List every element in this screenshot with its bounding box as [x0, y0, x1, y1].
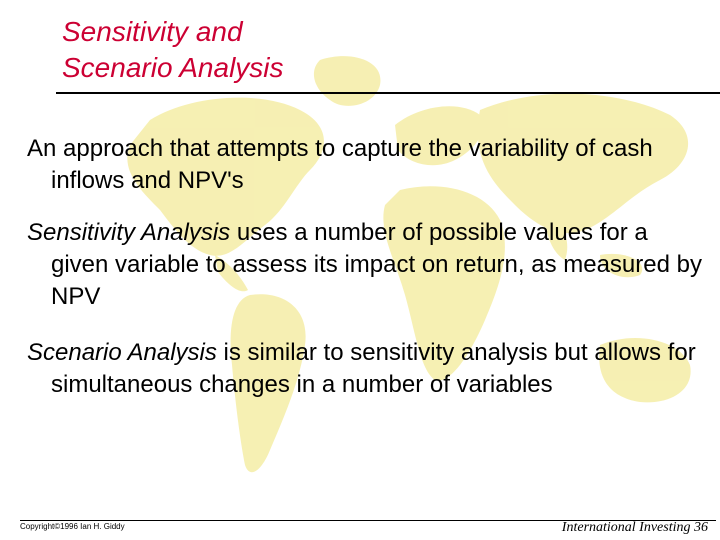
- bullet-3-term: Scenario Analysis: [27, 339, 217, 366]
- bullet-3: [27, 337, 711, 401]
- bullet-3-text: is similar to sensitivity analysis but allows for simultaneous changes in a number of variables: [51, 339, 696, 398]
- title-divider: [56, 92, 720, 94]
- bullet-1-text: An approach that attempts to capture the variability of cash inflows and NPV's: [27, 135, 653, 194]
- copyright-notice: Copyright©1996 Ian H. Giddy: [20, 522, 125, 531]
- title-line-1: Sensitivity and: [62, 16, 243, 47]
- bullet-2-term: Sensitivity Analysis: [27, 219, 231, 246]
- title-line-2: Scenario Analysis: [62, 52, 284, 83]
- bullet-2: [27, 217, 711, 313]
- slide-footer-label: International Investing 36: [561, 520, 708, 535]
- slide-title: [62, 14, 284, 86]
- bullet-1: [27, 133, 711, 197]
- bullet-2-text: uses a number of possible values for a given variable to assess its impact on return, as measured by NPV: [51, 219, 702, 310]
